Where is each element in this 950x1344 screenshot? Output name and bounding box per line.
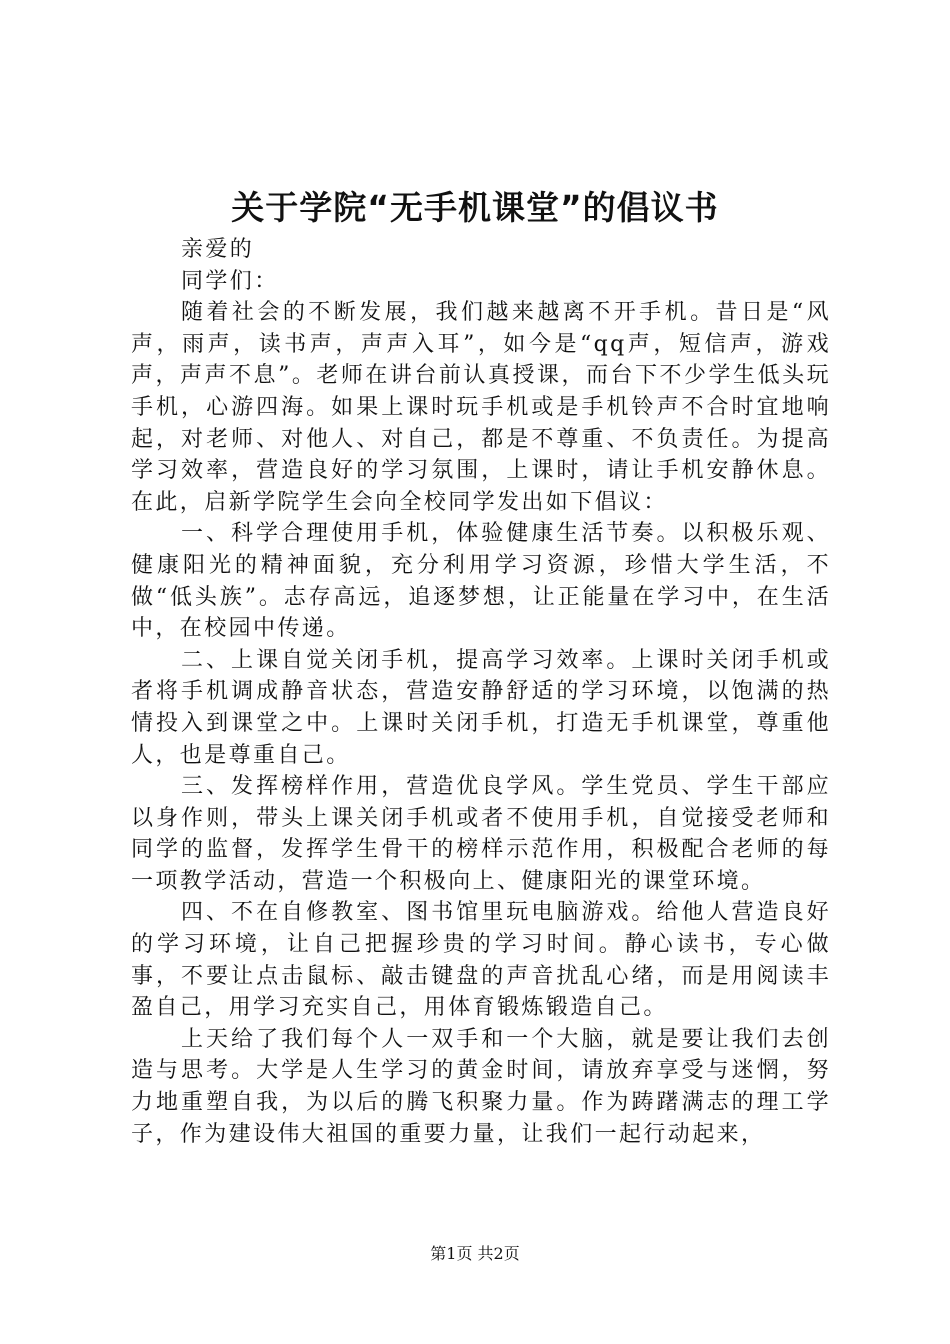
paragraph-item-3: 三、发挥榜样作用，营造优良学风。学生党员、学生干部应以身作则，带头上课关闭手机或者不使用手机，自觉接受老师和同学的监督，发挥学生骨干的榜样示范作用，积极配合老师的每一项教学活动，营造一个积极向上、健康阳光的课堂环境。 <box>131 774 831 894</box>
paragraph-item-4: 四、不在自修教室、图书馆里玩电脑游戏。给他人营造良好的学习环境，让自己把握珍贵的学习时间。静心读书，专心做事，不要让点击鼠标、敲击键盘的声音扰乱心绪，而是用阅读丰盈自己，用学习充实自己，用体育锻炼锻造自己。 <box>131 900 831 1021</box>
document-title: 关于学院“无手机课堂”的倡议书 <box>231 188 719 227</box>
document-body <box>131 234 831 1150</box>
salutation-line-1: 亲爱的 <box>181 237 255 262</box>
paragraph-closing: 上天给了我们每个人一双手和一个大脑，就是要让我们去创造与思考。大学是人生学习的黄金时间，请放弃享受与迷惘，努力地重塑自我，为以后的腾飞积聚力量。作为踌躇满志的理工学子，作为建设伟大祖国的重要力量，让我们一起行动起来， <box>131 1026 831 1147</box>
paragraph-item-1: 一、科学合理使用手机，体验健康生活节奏。以积极乐观、健康阳光的精神面貌，充分利用学习资源，珍惜大学生活，不做“低头族”。志存高远，追逐梦想，让正能量在学习中，在生活中，在校园中传递。 <box>131 521 831 642</box>
paragraph-intro: 随着社会的不断发展，我们越来越离不开手机。昔日是“风声，雨声，读书声，声声入耳”，如今是“qq声，短信声，游戏声，声声不息”。老师在讲台前认真授课，而台下不少学生低头玩手机，心游四海。如果上课时玩手机或是手机铃声不合时宜地响起，对老师、对他人、对自己，都是不尊重、不负责任。为提高学习效率，营造良好的学习氛围，上课时，请让手机安静休息。在此，启新学院学生会向全校同学发出如下倡议： <box>131 300 831 515</box>
page-number: 第1页 共2页 <box>430 1244 520 1263</box>
paragraph-item-2: 二、上课自觉关闭手机，提高学习效率。上课时关闭手机或者将手机调成静音状态，营造安静舒适的学习环境，以饱满的热情投入到课堂之中。上课时关闭手机，打造无手机课堂，尊重他人，也是尊重自己。 <box>131 647 831 768</box>
page-footer <box>0 1244 950 1264</box>
salutation-line-2: 同学们： <box>181 268 279 294</box>
